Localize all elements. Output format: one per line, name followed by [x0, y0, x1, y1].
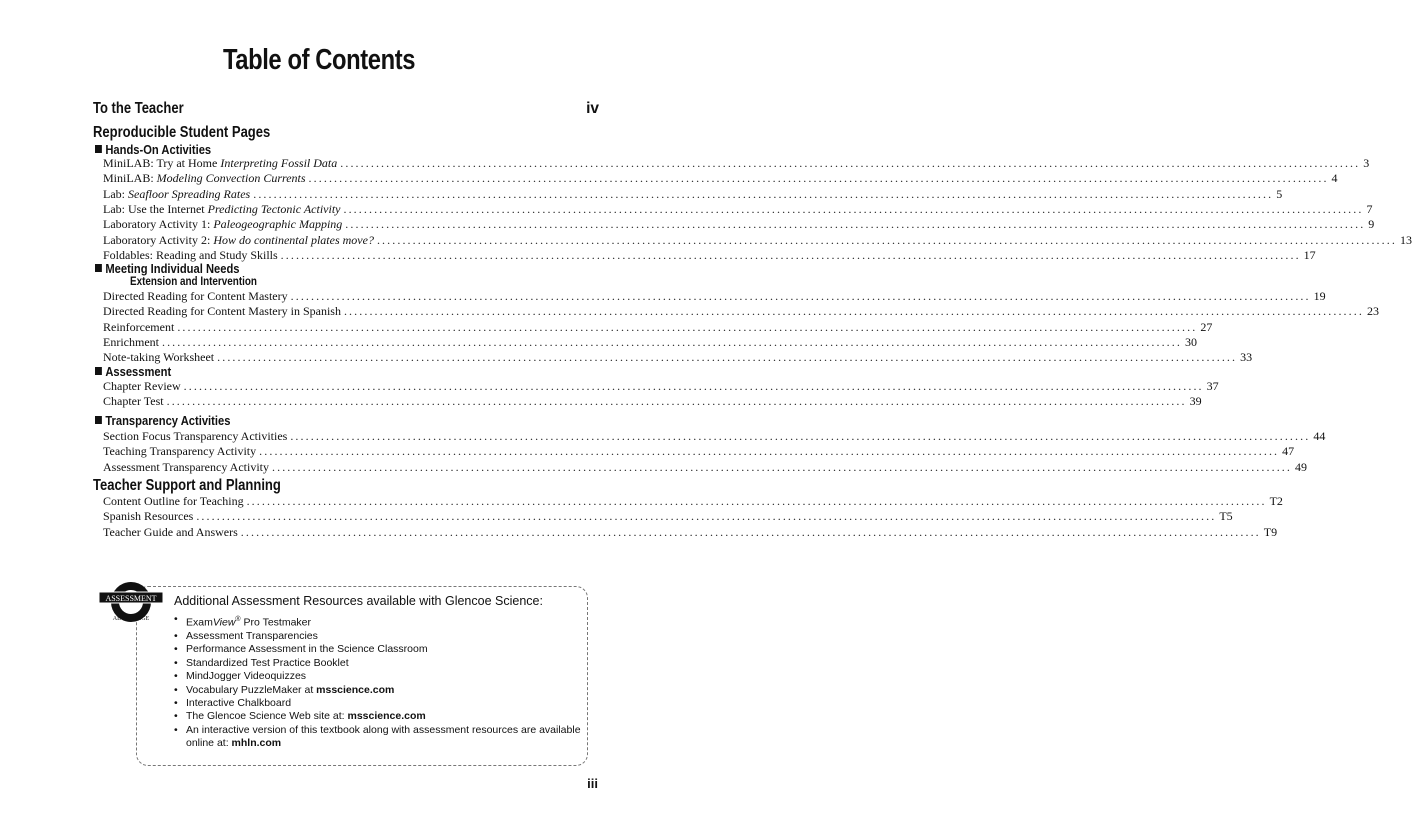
dot-leader: ........................................................................................................................................................................................................ [246, 494, 1267, 508]
toc-entry-page: 23 [1366, 304, 1379, 319]
toc-entry[interactable] [103, 379, 1219, 393]
page-number: iii [587, 776, 598, 791]
resource-item-text: Performance Assessment in the Science Classroom [186, 643, 428, 656]
resource-item-link[interactable]: msscience.com [347, 710, 426, 723]
toc-entry-page: 5 [1276, 186, 1283, 201]
toc-entry-label: Teacher Guide and Answers [103, 524, 238, 539]
resource-item [174, 613, 586, 630]
toc-entry[interactable] [103, 247, 1316, 262]
badge-bottom-text: ADVANTAGE [112, 616, 150, 622]
toc-heading-reproducible: Reproducible Student Pages [93, 124, 271, 141]
resource-item-text-tail: Pro Testmaker [240, 616, 312, 629]
toc-entry[interactable] [103, 186, 1283, 201]
toc-entry-label: Reinforcement [103, 319, 175, 334]
page-title: Table of Contents [222, 44, 416, 76]
square-bullet-icon [95, 416, 102, 424]
section-meeting-needs [95, 261, 240, 276]
toc-entry-italic-title: Seafloor Spreading Rates [128, 186, 251, 201]
toc-entry-title [103, 202, 340, 216]
toc-entry-label: Lab: Use the Internet [103, 201, 208, 216]
resource-item-link[interactable]: mhln.com [231, 737, 282, 750]
toc-page-to-the-teacher: iv [586, 100, 599, 117]
toc-entry[interactable] [103, 289, 1326, 303]
toc-entry-page: 17 [1303, 247, 1316, 262]
resource-list [174, 613, 586, 751]
toc-entry[interactable] [103, 524, 1278, 539]
toc-entry-page: T2 [1269, 494, 1283, 508]
box-title: Additional Assessment Resources available with Glencoe Science: [174, 594, 543, 608]
resource-item-text: Exam [186, 616, 213, 629]
resource-item [174, 643, 586, 656]
toc-entry-label: Lab: [103, 186, 128, 201]
toc-entry-title [103, 460, 269, 474]
subsection-extension: Extension and Intervention [130, 276, 257, 288]
badge-top-text: ASSESSMENT [105, 594, 157, 603]
resource-item-text: The Glencoe Science Web site at: [186, 710, 348, 723]
dot-leader: ........................................................................................................................................................................................................ [217, 350, 1238, 365]
resource-item [174, 697, 586, 710]
toc-entry-title [103, 187, 250, 201]
resource-item-text: Vocabulary PuzzleMaker at [186, 683, 317, 696]
dot-leader: ........................................................................................................................................................................................................ [166, 394, 1187, 409]
toc-entry-page: 44 [1313, 429, 1326, 443]
toc-entry-label: Directed Reading for Content Mastery [103, 289, 288, 303]
toc-entry[interactable] [103, 444, 1295, 459]
dot-leader: ........................................................................................................................................................................................................ [343, 304, 1364, 319]
dot-leader: ........................................................................................................................................................................................................ [290, 289, 1311, 303]
section-transparency [95, 413, 230, 428]
toc-entry[interactable] [103, 304, 1379, 319]
toc-entry-title [103, 444, 256, 458]
resource-item-text: Standardized Test Practice Booklet [186, 656, 349, 669]
resource-item-text: Assessment Transparencies [186, 629, 318, 642]
toc-entry[interactable] [103, 509, 1233, 524]
toc-entry-page: 7 [1366, 201, 1373, 216]
toc-entry-label: Note-taking Worksheet [103, 350, 215, 365]
toc-entry-title [103, 350, 214, 364]
square-bullet-icon [95, 145, 102, 153]
toc-entry-title [103, 379, 181, 393]
toc-entry-page: T9 [1263, 524, 1278, 539]
toc-entry-label: MiniLAB: Try at Home [103, 156, 221, 170]
toc-entry-title [103, 156, 337, 170]
toc-entry-title [103, 320, 174, 334]
dot-leader: ........................................................................................................................................................................................................ [196, 509, 1217, 524]
section-label: Hands-On Activities [105, 142, 212, 157]
dot-leader: ........................................................................................................................................................................................................ [161, 334, 1182, 349]
section-label: Transparency Activities [105, 413, 231, 428]
dot-leader: ........................................................................................................................................................................................................ [240, 524, 1261, 539]
resource-item [174, 630, 586, 643]
dot-leader: ........................................................................................................................................................................................................ [290, 429, 1311, 443]
square-bullet-icon [95, 367, 102, 375]
dot-leader: ........................................................................................................................................................................................................ [308, 171, 1329, 186]
toc-entry[interactable] [103, 201, 1373, 216]
resource-item-text: Interactive Chalkboard [186, 696, 292, 709]
toc-entry-title [103, 171, 306, 185]
toc-entry-title [103, 217, 342, 231]
toc-entry-page: 49 [1295, 459, 1307, 474]
toc-entry-page: 19 [1313, 289, 1326, 303]
toc-entry-label: Enrichment [103, 334, 159, 349]
toc-entry-title [103, 304, 341, 318]
dot-leader: ........................................................................................................................................................................................................ [340, 156, 1361, 170]
toc-entry-italic-title: Paleogeographic Mapping [213, 217, 343, 232]
toc-entry-label: Laboratory Activity 1: [103, 217, 214, 232]
toc-entry[interactable] [103, 394, 1202, 409]
toc-entry-label: Chapter Review [103, 379, 181, 393]
resource-item-text: An interactive version of this textbook along with assessment resources are available online at: [186, 723, 581, 750]
toc-entry-label: Laboratory Activity 2: [103, 232, 214, 247]
assessment-advantage-logo [98, 580, 164, 626]
section-label: Meeting Individual Needs [105, 261, 240, 276]
dot-leader: ........................................................................................................................................................................................................ [259, 444, 1280, 459]
toc-entry-italic-title: Modeling Convection Currents [156, 171, 306, 186]
resource-item [174, 724, 586, 751]
toc-entry-page: 47 [1282, 444, 1295, 459]
resource-item [174, 710, 586, 723]
toc-heading-to-the-teacher[interactable]: To the Teacher [93, 100, 184, 117]
dot-leader: ........................................................................................................................................................................................................ [345, 217, 1366, 232]
dot-leader: ........................................................................................................................................................................................................ [272, 459, 1292, 474]
toc-entry-italic-title: Interpreting Fossil Data [220, 156, 338, 170]
toc-entry-page: 27 [1200, 319, 1213, 334]
toc-entry-page: 39 [1189, 394, 1202, 409]
toc-entry-title [103, 289, 288, 303]
toc-entry-page: 37 [1206, 379, 1219, 393]
section-assessment [95, 364, 171, 379]
dot-leader: ........................................................................................................................................................................................................ [376, 232, 1397, 247]
toc-entry-label: Teaching Transparency Activity [103, 444, 257, 459]
resource-item [174, 684, 586, 697]
toc-entry-italic-title: How do continental plates move? [213, 232, 374, 247]
registered-mark: ® [235, 616, 241, 623]
toc-entry[interactable] [103, 494, 1283, 508]
toc-entry-title [103, 335, 159, 349]
toc-entry-page: 4 [1331, 171, 1338, 186]
toc-entry-page: 13 [1399, 232, 1412, 247]
toc-entry-label: Content Outline for Teaching [103, 494, 244, 508]
toc-entry-title [103, 248, 278, 262]
toc-entry-page: 3 [1363, 156, 1370, 170]
toc-entry-page: 33 [1240, 350, 1253, 365]
dot-leader: ........................................................................................................................................................................................................ [183, 379, 1204, 393]
toc-entry-label: Chapter Test [103, 394, 164, 409]
toc-entry[interactable] [103, 429, 1326, 443]
resource-item [174, 670, 586, 683]
section-hands-on [95, 142, 211, 157]
toc-entry-label: Foldables: Reading and Study Skills [103, 247, 278, 262]
toc-entry[interactable] [103, 232, 1412, 247]
toc-entry-label: MiniLAB: [103, 171, 157, 186]
toc-entry-label: Assessment Transparency Activity [103, 459, 269, 474]
toc-entry-title [103, 509, 193, 523]
toc-entry-title [103, 429, 287, 443]
toc-entry[interactable] [103, 350, 1253, 365]
dot-leader: ........................................................................................................................................................................................................ [280, 247, 1301, 262]
resource-item-italic: View [212, 616, 236, 629]
toc-entry-title [103, 233, 374, 247]
toc-entry-page: 30 [1184, 334, 1197, 349]
toc-entry[interactable] [103, 217, 1375, 232]
square-bullet-icon [95, 264, 102, 272]
toc-entry-title [103, 525, 238, 539]
resource-item-text: MindJogger Videoquizzes [186, 670, 307, 683]
dot-leader: ........................................................................................................................................................................................................ [177, 319, 1198, 334]
toc-entry-title [103, 494, 244, 508]
toc-entry[interactable] [103, 156, 1370, 170]
toc-entry-title [103, 394, 164, 408]
dot-leader: ........................................................................................................................................................................................................ [343, 201, 1364, 216]
toc-heading-teacher-support: Teacher Support and Planning [93, 477, 281, 494]
toc-entry-italic-title: Predicting Tectonic Activity [207, 201, 341, 216]
resource-item-link[interactable]: msscience.com [316, 683, 395, 696]
section-label: Assessment [105, 364, 172, 379]
toc-entry[interactable] [103, 319, 1213, 334]
toc-entry-label: Spanish Resources [103, 509, 194, 524]
resource-item [174, 657, 586, 670]
dot-leader: ........................................................................................................................................................................................................ [253, 186, 1274, 201]
toc-entry[interactable] [103, 334, 1197, 349]
toc-entry-page: 9 [1368, 217, 1375, 232]
toc-entry[interactable] [103, 459, 1307, 474]
toc-entry-label: Directed Reading for Content Mastery in Spanish [103, 304, 341, 319]
toc-entry[interactable] [103, 171, 1338, 186]
toc-entry-label: Section Focus Transparency Activities [103, 429, 288, 443]
toc-entry-page: T5 [1219, 509, 1233, 524]
